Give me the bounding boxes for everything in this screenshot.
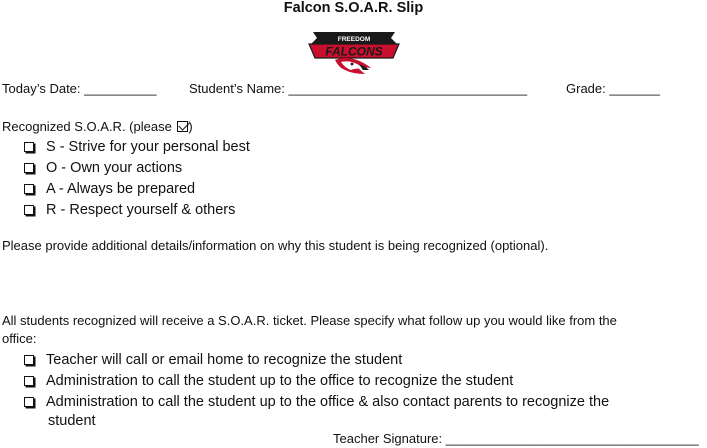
recognized-intro-text: Recognized S.O.A.R. (please (2, 119, 176, 134)
followup-intro-line2: office: (2, 331, 37, 346)
checkbox-icon[interactable] (24, 205, 34, 215)
checked-box-icon (177, 121, 188, 132)
checkbox-icon[interactable] (24, 163, 34, 173)
logo-banner-text: FREEDOM (337, 36, 371, 43)
checkbox-icon[interactable] (24, 142, 34, 152)
soar-option-label: O - Own your actions (46, 160, 183, 176)
followup-option-continuation: student (48, 413, 96, 429)
checkbox-icon[interactable] (24, 184, 34, 194)
recognized-intro (2, 119, 193, 135)
falcons-logo (305, 22, 403, 78)
teacher-signature-field[interactable]: Teacher Signature: ___________________________________ (333, 431, 699, 446)
checkbox-icon[interactable] (24, 355, 34, 365)
soar-option-label: R - Respect yourself & others (46, 202, 236, 218)
soar-option-o[interactable] (24, 159, 182, 177)
followup-option-label: Administration to call the student up to the office & also contact parents to recognize the (46, 394, 610, 410)
details-prompt: Please provide additional details/information on why this student is being recognized (optional). (2, 238, 549, 253)
checkbox-icon[interactable] (24, 397, 34, 407)
soar-option-a[interactable] (24, 180, 195, 198)
student-name-field[interactable]: Student’s Name: _________________________________ (189, 81, 528, 96)
followup-intro-line1: All students recognized will receive a S.O.A.R. ticket. Please specify what follow up you would like from the (2, 313, 617, 328)
followup-option-admin[interactable] (24, 372, 513, 390)
grade-field[interactable]: Grade: _______ (566, 81, 660, 96)
date-field[interactable]: Today’s Date: __________ (2, 81, 157, 96)
soar-option-s[interactable] (24, 138, 250, 156)
checkbox-icon[interactable] (24, 376, 34, 386)
logo-text: FALCONS (325, 44, 383, 59)
soar-option-label: A - Always be prepared (46, 181, 196, 197)
followup-option-label: Teacher will call or email home to recognize the student (46, 352, 403, 368)
followup-option-admin-parents[interactable] (24, 393, 609, 411)
soar-option-r[interactable] (24, 201, 235, 219)
page-title: Falcon S.O.A.R. Slip (283, 0, 424, 16)
followup-option-teacher[interactable] (24, 351, 402, 369)
recognized-intro-close: ) (188, 119, 193, 134)
soar-option-label: S - Strive for your personal best (46, 139, 250, 155)
followup-option-label: Administration to call the student up to the office to recognize the student (46, 373, 514, 389)
